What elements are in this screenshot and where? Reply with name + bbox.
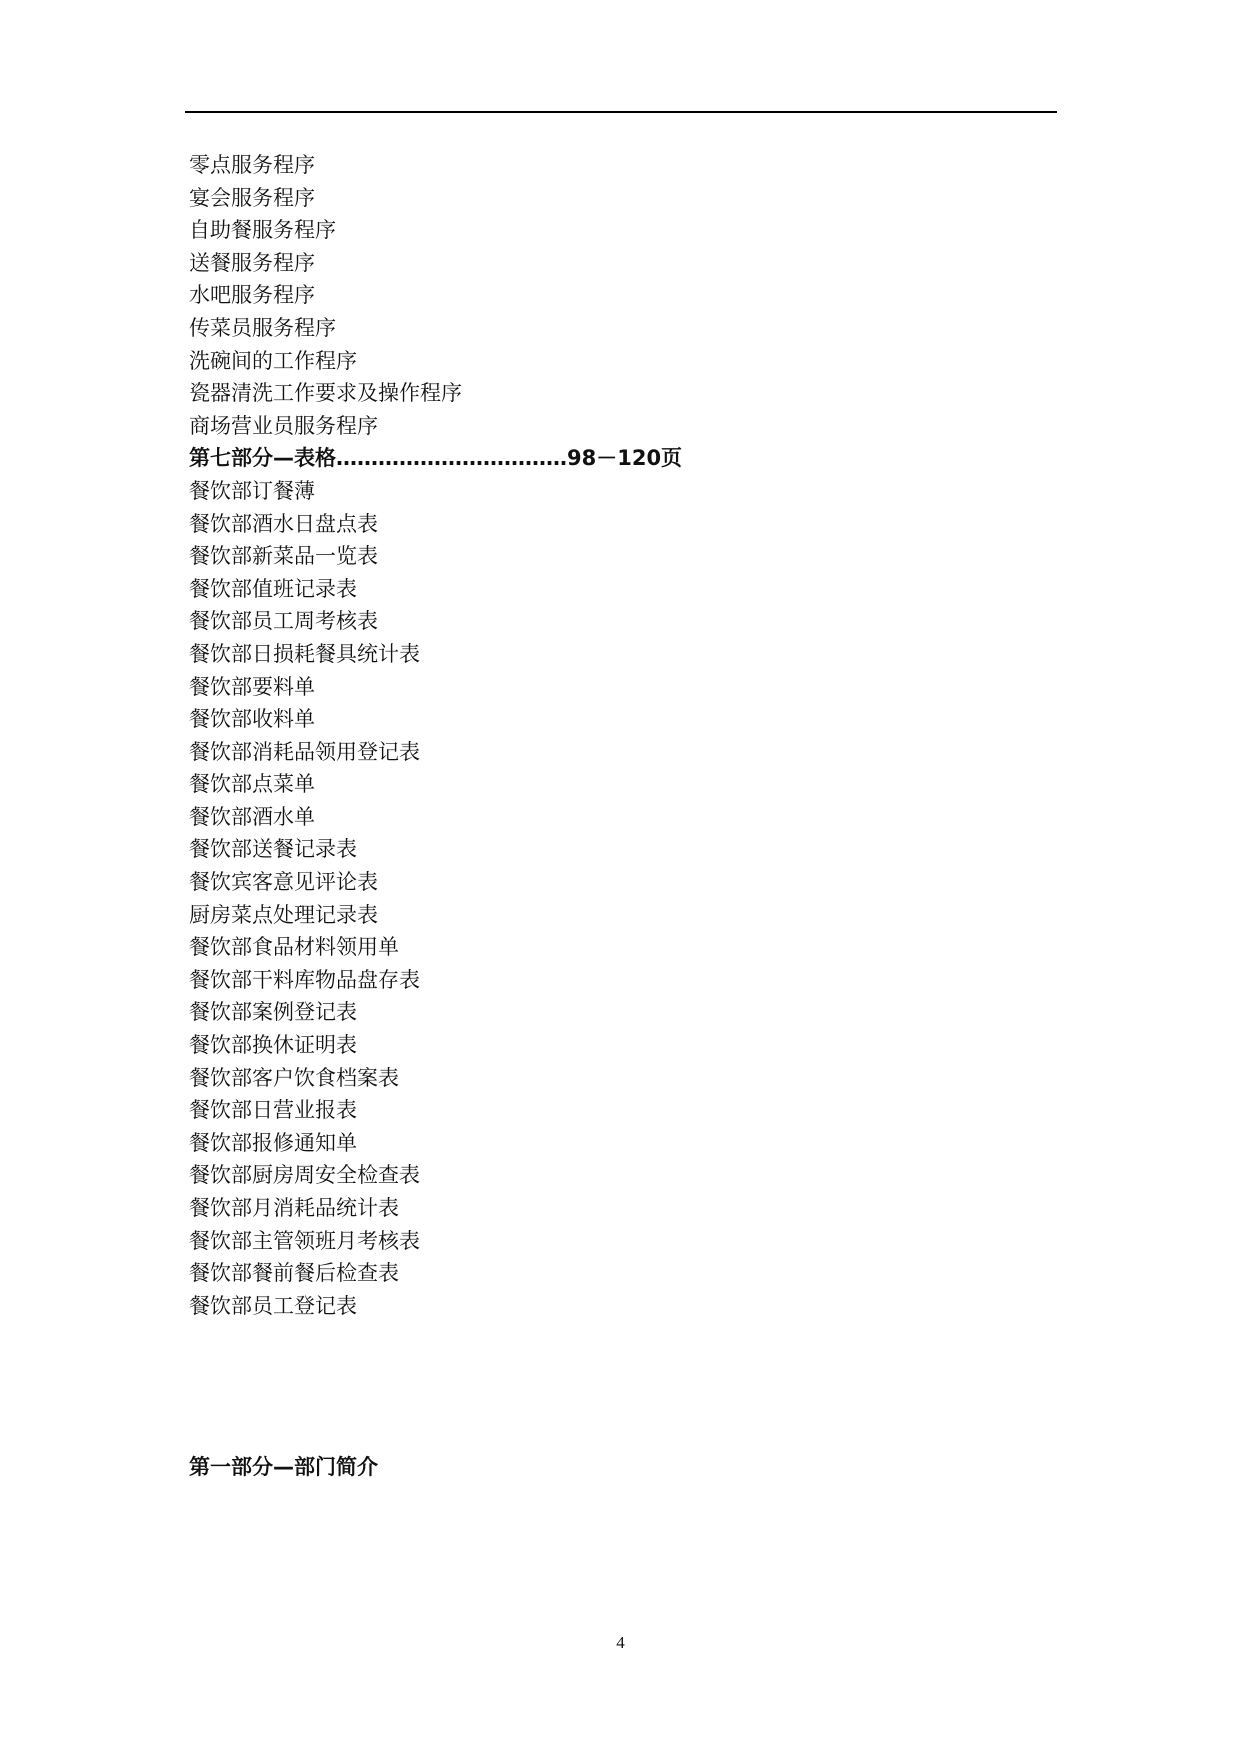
- page-number: 4: [616, 1633, 625, 1652]
- toc-line: 餐饮部点菜单: [189, 772, 315, 797]
- toc-line: 餐饮部食品材料领用单: [189, 935, 399, 960]
- toc-line: 餐饮部报修通知单: [189, 1130, 357, 1155]
- toc-line: 宴会服务程序: [189, 185, 315, 210]
- table-of-contents: [189, 149, 1049, 1322]
- toc-line: 商场营业员服务程序: [189, 413, 378, 438]
- toc-line: 餐饮部干料库物品盘存表: [189, 967, 420, 992]
- toc-line: 餐饮部员工登记表: [189, 1293, 357, 1318]
- toc-line: 零点服务程序: [189, 153, 315, 177]
- toc-line: 洗碗间的工作程序: [189, 348, 357, 373]
- toc-line: 餐饮部主管领班月考核表: [189, 1228, 420, 1253]
- toc-line: 餐饮部案例登记表: [189, 1000, 357, 1025]
- toc-line: 餐饮部日营业报表: [189, 1098, 357, 1123]
- toc-line: 餐饮部酒水日盘点表: [189, 511, 378, 536]
- toc-line: 餐饮部新菜品一览表: [189, 544, 378, 569]
- toc-line: 餐饮部厨房周安全检查表: [189, 1163, 420, 1188]
- header-rule: [185, 111, 1057, 113]
- section-title: 第一部分—部门简介: [189, 1455, 378, 1479]
- toc-line: 瓷器清洗工作要求及操作程序: [189, 381, 462, 406]
- toc-line: 自助餐服务程序: [189, 218, 336, 243]
- toc-line: 餐饮宾客意见评论表: [189, 870, 378, 895]
- toc-line: 送餐服务程序: [189, 250, 315, 275]
- toc-line: 餐饮部收料单: [189, 707, 315, 732]
- toc-line: 厨房菜点处理记录表: [189, 902, 378, 927]
- toc-line: 餐饮部客户饮食档案表: [189, 1065, 399, 1090]
- toc-line: 传菜员服务程序: [189, 315, 336, 340]
- toc-line: 餐饮部消耗品领用登记表: [189, 739, 420, 764]
- toc-line: 餐饮部酒水单: [189, 804, 315, 829]
- toc-line: 餐饮部送餐记录表: [189, 837, 357, 862]
- toc-line: 餐饮部日损耗餐具统计表: [189, 641, 420, 666]
- toc-line: 餐饮部员工周考核表: [189, 609, 378, 634]
- toc-part-heading: 第七部分—表格……………………………98－120页: [189, 446, 683, 471]
- toc-line: 餐饮部月消耗品统计表: [189, 1196, 399, 1220]
- toc-line: 餐饮部餐前餐后检查表: [189, 1261, 399, 1286]
- toc-line: 餐饮部要料单: [189, 674, 315, 699]
- toc-line: 水吧服务程序: [189, 283, 315, 308]
- toc-line: 餐饮部值班记录表: [189, 576, 357, 601]
- toc-line: 餐饮部订餐薄: [189, 478, 315, 503]
- toc-line: 餐饮部换休证明表: [189, 1033, 357, 1058]
